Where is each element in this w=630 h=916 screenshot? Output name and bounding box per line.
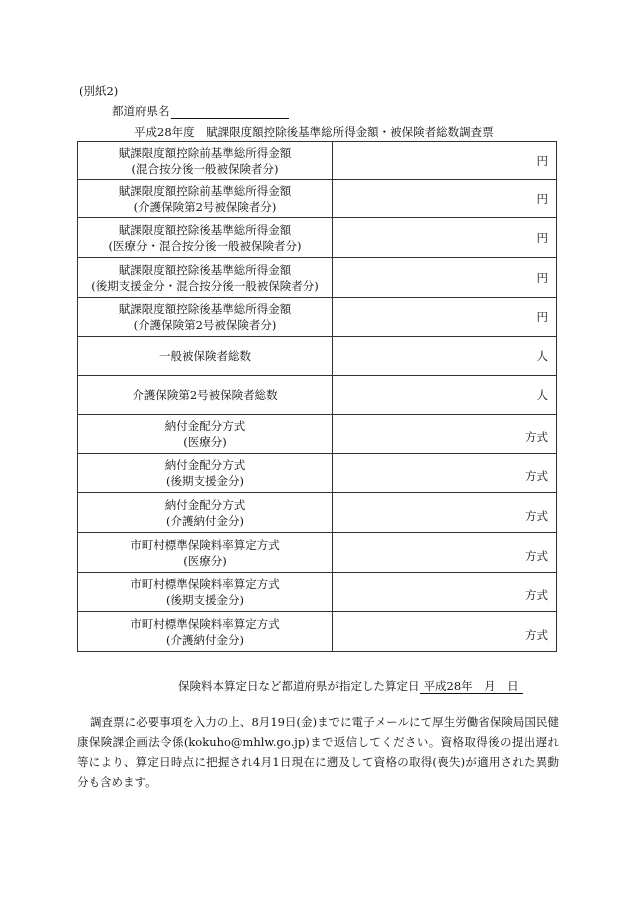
row-value-cell[interactable]	[333, 454, 557, 493]
calc-date-value[interactable]: 平成28年 月 日	[420, 679, 523, 694]
row-value-cell[interactable]	[333, 493, 557, 533]
table-row	[78, 573, 557, 612]
table-row	[78, 376, 557, 415]
unit-label: 方式	[525, 627, 548, 642]
row-label-line: 納付金配分方式	[164, 419, 246, 433]
table-row	[78, 415, 557, 454]
table-row	[78, 337, 557, 376]
annex-label: (別紙2)	[79, 84, 119, 98]
table-row	[78, 612, 557, 652]
unit-label: 方式	[525, 430, 548, 444]
row-label	[78, 612, 333, 652]
row-label-line: (医療分)	[183, 553, 227, 568]
calc-date-label: 保険料本算定日など都道府県が指定した算定日	[178, 679, 420, 693]
unit-label: 円	[536, 153, 548, 168]
row-label-line: 賦課限度額控除前基準総所得金額	[118, 183, 292, 198]
unit-label: 方式	[525, 469, 548, 483]
row-value-cell[interactable]	[333, 337, 557, 376]
row-label-line: 納付金配分方式	[164, 497, 246, 512]
unit-label: 方式	[525, 508, 548, 523]
instructions-note: 調査票に必要事項を入力の上、8月19日(金)までに電子メールにて厚生労働省保険局国民健康保険課企画法令係(kokuho@mhlw.go.jp)まで返信してください。資格取得後の提出遅れ等により、算定日時点に把握され4月1日現在に遡及して資格の取得(喪失)が適用された異動分も含めます。	[77, 715, 559, 789]
row-value-cell[interactable]	[333, 415, 557, 454]
unit-label: 人	[536, 349, 548, 363]
row-label-line: (後期支援金分)	[166, 593, 244, 607]
unit-label: 円	[536, 191, 548, 206]
row-label-line: (介護保険第2号被保険者分)	[133, 199, 277, 214]
row-label-line: (介護納付金分)	[166, 513, 244, 528]
form-title: 平成28年度 賦課限度額控除後基準総所得金額・被保険者総数調査票	[134, 125, 494, 139]
row-value-cell[interactable]	[333, 533, 557, 573]
unit-label: 円	[536, 230, 548, 245]
row-label	[78, 218, 333, 258]
row-label-line: 市町村標準保険料率算定方式	[130, 577, 280, 591]
prefecture-name-field	[112, 103, 289, 119]
unit-label: 人	[536, 388, 548, 402]
unit-label: 円	[536, 270, 548, 285]
table-row	[78, 142, 557, 180]
row-label-line: (後期支援金分)	[166, 474, 244, 488]
row-label	[78, 376, 333, 415]
table-row	[78, 258, 557, 298]
row-label-line: 一般被保険者総数	[159, 349, 251, 363]
survey-table	[77, 141, 557, 652]
row-value-cell[interactable]	[333, 298, 557, 337]
row-label	[78, 258, 333, 298]
row-value-cell[interactable]	[333, 376, 557, 415]
row-label-line: (介護保険第2号被保険者分)	[133, 318, 277, 332]
row-value-cell[interactable]	[333, 142, 557, 180]
row-label	[78, 180, 333, 218]
row-label	[78, 533, 333, 573]
table-row	[78, 298, 557, 337]
row-label-line: (医療分)	[183, 435, 227, 449]
row-label-line: (介護納付金分)	[166, 632, 244, 647]
row-label-line: 賦課限度額控除後基準総所得金額	[118, 222, 292, 237]
prefecture-label: 都道府県名	[112, 104, 170, 118]
row-label	[78, 142, 333, 180]
table-row	[78, 218, 557, 258]
row-label-line: 介護保険第2号被保険者総数	[132, 388, 278, 402]
row-label-line: 賦課限度額控除前基準総所得金額	[118, 145, 292, 160]
row-value-cell[interactable]	[333, 573, 557, 612]
unit-label: 方式	[525, 548, 548, 563]
row-label	[78, 493, 333, 533]
table-row	[78, 454, 557, 493]
row-label-line: 市町村標準保険料率算定方式	[130, 537, 280, 552]
row-label	[78, 573, 333, 612]
table-row	[78, 493, 557, 533]
row-value-cell[interactable]	[333, 218, 557, 258]
row-label	[78, 415, 333, 454]
row-value-cell[interactable]	[333, 180, 557, 218]
row-label-line: 賦課限度額控除後基準総所得金額	[118, 302, 292, 316]
row-label-line: (後期支援金分・混合按分後一般被保険者分)	[91, 278, 319, 293]
calc-date-line	[178, 678, 523, 694]
row-label-line: (混合按分後一般被保険者分)	[131, 161, 279, 176]
row-label	[78, 454, 333, 493]
table-row	[78, 533, 557, 573]
unit-label: 方式	[525, 588, 548, 602]
row-value-cell[interactable]	[333, 258, 557, 298]
row-label	[78, 337, 333, 376]
row-label-line: 市町村標準保険料率算定方式	[130, 616, 280, 631]
row-label-line: 賦課限度額控除後基準総所得金額	[118, 262, 292, 277]
table-row	[78, 180, 557, 218]
prefecture-name-blank[interactable]	[171, 105, 289, 119]
row-label-line: 納付金配分方式	[164, 458, 246, 472]
row-label-line: (医療分・混合按分後一般被保険者分)	[108, 238, 302, 253]
unit-label: 円	[536, 310, 548, 324]
row-label	[78, 298, 333, 337]
row-value-cell[interactable]	[333, 612, 557, 652]
